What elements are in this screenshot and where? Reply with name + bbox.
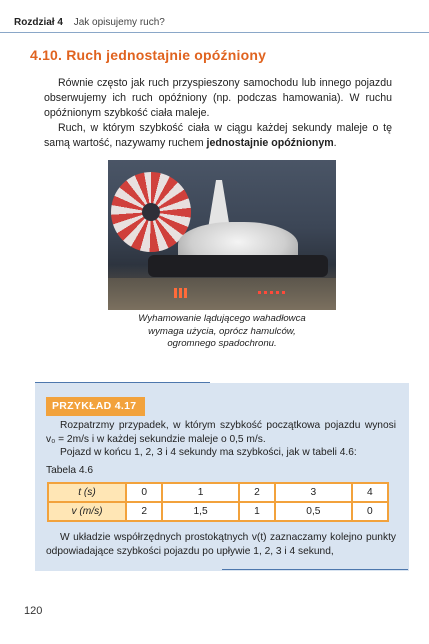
table-cell: 4 <box>352 483 388 502</box>
caption-line-3: ogromnego spadochronu. <box>167 338 277 349</box>
chapter-label: Rozdział 4 <box>14 17 63 28</box>
shuttle-landing-photo <box>108 160 336 310</box>
paragraph-1: Równie często jak ruch przyspieszony samochodu lub innego pojazdu obserwujemy ich ruch opóźniony (np. podczas hamowania). W ruchu opóźnionym szybkość ciała maleje. <box>44 77 392 119</box>
paragraph-2-start: Ruch, w którym szybkość ciała w ciągu każdej sekundy maleje o tę samą wartość, nazywamy ruchem <box>44 122 392 149</box>
example-badge: PRZYKŁAD 4.17 <box>46 397 145 416</box>
header-divider <box>0 32 429 33</box>
example-text <box>46 419 396 460</box>
intro-text <box>44 76 392 151</box>
figure-caption <box>108 313 336 351</box>
table-cell: 2 <box>239 483 275 502</box>
speed-table <box>47 482 389 522</box>
table-cell: 0 <box>352 502 388 521</box>
table-row <box>48 502 388 521</box>
chapter-title: Jak opisujemy ruch? <box>73 17 165 28</box>
runway-ground <box>108 278 336 310</box>
section-title: 4.10. Ruch jednostajnie opóźniony <box>30 47 267 63</box>
after-table-text <box>46 531 396 558</box>
page-number: 120 <box>24 605 43 617</box>
table-cell: 1,5 <box>162 502 239 521</box>
example-bottom-rule <box>222 569 408 570</box>
after-table-paragraph: W układzie współrzędnych prostokątnych v(t) zaznaczamy kolejno punkty odpowiadające szybkości pojazdu po upływie 1, 2, 3 i 4 sekund, <box>46 532 396 557</box>
caption-line-1: Wyhamowanie lądującego wahadłowca <box>138 313 306 324</box>
parachute-center <box>142 203 160 221</box>
table-cell: 0,5 <box>275 502 352 521</box>
runway-lights <box>258 291 288 294</box>
table-cell: 3 <box>275 483 352 502</box>
table-cell: 2 <box>126 502 162 521</box>
caption-line-2: wymaga użycia, oprócz hamulców, <box>148 325 296 337</box>
table-row <box>48 483 388 502</box>
table-cell: 1 <box>162 483 239 502</box>
row-head-speed: v (m/s) <box>48 502 126 521</box>
example-line-1: Rozpatrzmy przypadek, w którym szybkość początkowa pojazdu wynosi v₀ = 2m/s i w każdej sekundzie maleje o 0,5 m/s. <box>46 420 396 445</box>
paragraph-2 <box>44 121 392 151</box>
table-cell: 0 <box>126 483 162 502</box>
paragraph-2-end: . <box>333 137 337 149</box>
term-uniformly-decelerated: jednostajnie opóźnionym <box>206 137 334 149</box>
shuttle-wing <box>148 255 328 277</box>
example-line-2: Pojazd w końcu 1, 2, 3 i 4 sekundy ma szybkości, jak w tabeli 4.6: <box>60 447 357 458</box>
running-header <box>14 17 414 29</box>
engine-glow <box>174 288 188 298</box>
table-cell: 1 <box>239 502 275 521</box>
table-label: Tabela 4.6 <box>46 465 94 476</box>
row-head-time: t (s) <box>48 483 126 502</box>
